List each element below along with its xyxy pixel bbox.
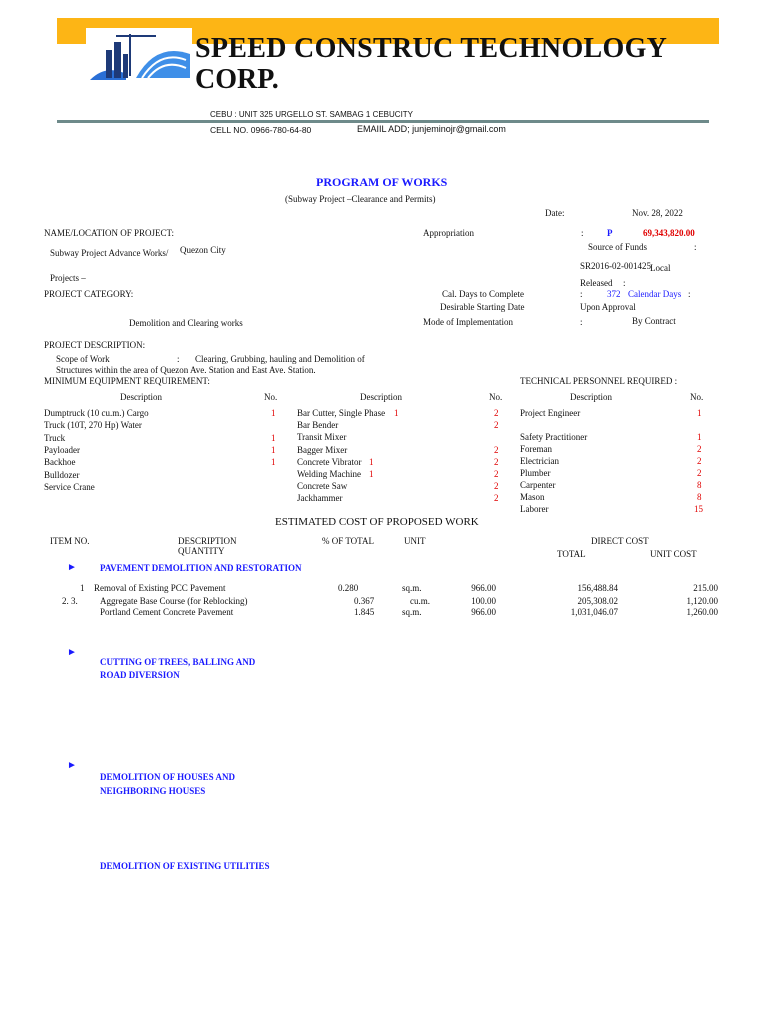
- equipment-left-desc: Backhoe: [44, 457, 76, 468]
- personnel-col-desc: Description: [570, 392, 612, 402]
- released-colon: :: [623, 278, 626, 288]
- equipment-left-desc: Payloader: [44, 444, 80, 455]
- mode-value: By Contract: [632, 316, 676, 326]
- cost-col-unit-cost: UNIT COST: [650, 549, 697, 559]
- cost-item-quantity: 966.00: [471, 583, 496, 593]
- section-cutting-trees-1: CUTTING OF TREES, BALLING AND: [100, 657, 256, 667]
- header-rule: [57, 120, 709, 123]
- personnel-desc: Laborer: [520, 504, 549, 514]
- personnel-desc: Electrician: [520, 456, 559, 466]
- equipment-col-desc-left: Description: [120, 392, 162, 402]
- equipment-right-no: 2: [494, 493, 499, 503]
- equipment-right-desc: Bar Bender: [297, 420, 339, 430]
- starting-date-value: Upon Approval: [580, 302, 636, 312]
- source-of-funds-colon: :: [694, 242, 697, 252]
- section-demolition-houses-1: DEMOLITION OF HOUSES AND: [100, 772, 235, 782]
- appropriation-colon: :: [581, 228, 584, 238]
- equipment-right-desc: Bagger Mixer: [297, 445, 348, 455]
- cost-col-total: TOTAL: [557, 549, 586, 559]
- equipment-left-no: 1: [271, 444, 276, 455]
- released-label: Released: [580, 278, 613, 288]
- personnel-no: 8: [697, 492, 702, 502]
- cal-days-unit: Calendar Days: [628, 289, 682, 299]
- company-email: EMAIIL ADD; junjeminojr@gmail.com: [357, 124, 506, 134]
- project-description-label: PROJECT DESCRIPTION:: [44, 340, 146, 350]
- personnel-no: 2: [697, 444, 702, 454]
- personnel-no: 15: [694, 504, 703, 514]
- project-category-label: PROJECT CATEGORY:: [44, 289, 134, 299]
- project-name-label: NAME/LOCATION OF PROJECT:: [44, 228, 175, 238]
- cost-item-unit-cost: 215.00: [693, 583, 718, 593]
- cost-col-direct: DIRECT COST: [591, 536, 649, 546]
- equipment-right-no: 2: [494, 420, 499, 430]
- mode-colon: :: [580, 317, 583, 327]
- cal-days-colon: :: [580, 289, 583, 299]
- personnel-no: 2: [697, 456, 702, 466]
- scope-label: Scope of Work: [56, 354, 110, 364]
- source-of-funds-label: Source of Funds: [588, 242, 647, 252]
- personnel-col-no: No.: [690, 392, 704, 402]
- cost-item-desc: Aggregate Base Course (for Reblocking): [100, 596, 248, 606]
- cost-col-quantity: QUANTITY: [178, 546, 225, 556]
- cost-item-unit-cost: 1,260.00: [686, 607, 718, 617]
- equipment-right-no: 2: [494, 469, 499, 479]
- equipment-right-desc: Bar Cutter, Single Phase: [297, 408, 386, 418]
- personnel-no: 1: [697, 432, 702, 442]
- cost-item-unit: sq.m.: [402, 607, 422, 617]
- scope-value-2: Structures within the area of Quezon Ave. Station and East Ave. Station.: [56, 365, 316, 375]
- project-category-value: Demolition and Clearing works: [129, 318, 243, 328]
- equipment-right-extra: 1: [369, 457, 374, 467]
- scope-value-1: Clearing, Grubbing, hauling and Demolition of: [195, 354, 365, 364]
- equipment-right-desc: Welding Machine: [297, 469, 362, 479]
- cost-col-item: ITEM NO.: [50, 536, 90, 546]
- personnel-desc: Foreman: [520, 444, 552, 454]
- cost-item-unit: cu.m.: [410, 596, 430, 606]
- source-of-funds-value: SR2016-02-001425: [580, 261, 652, 271]
- date-value: Nov. 28, 2022: [632, 208, 683, 218]
- cost-item-total: 156,488.84: [577, 583, 618, 593]
- section-pavement-demolition: PAVEMENT DEMOLITION AND RESTORATION: [100, 563, 302, 573]
- equipment-left-no: 1: [271, 408, 276, 418]
- personnel-desc: Plumber: [520, 468, 551, 478]
- personnel-desc: Mason: [520, 492, 545, 502]
- cost-item-total: 205,308.02: [577, 596, 618, 606]
- cost-item-quantity: 966.00: [471, 607, 496, 617]
- cost-item-no: 1: [80, 583, 85, 593]
- cal-days-label: Cal. Days to Complete: [442, 289, 524, 299]
- equipment-col-no-right: No.: [489, 392, 503, 402]
- starting-date-label: Desirable Starting Date: [440, 302, 525, 312]
- equipment-right-no: 2: [494, 445, 499, 455]
- cost-col-unit: UNIT: [404, 536, 426, 546]
- cost-heading: ESTIMATED COST OF PROPOSED WORK: [275, 516, 479, 528]
- cost-item-unit-cost: 1,120.00: [686, 596, 718, 606]
- personnel-desc: Carpenter: [520, 480, 556, 490]
- company-address: CEBU : UNIT 325 URGELLO ST. SAMBAG 1 CEBUCITY: [210, 110, 414, 119]
- equipment-col-desc-right: Description: [360, 392, 402, 402]
- section-demolition-houses-2: NEIGHBORING HOUSES: [100, 786, 206, 796]
- document-title: PROGRAM OF WORKS: [316, 175, 448, 189]
- equipment-right-extra: 1: [369, 469, 374, 479]
- projects-label: Projects –: [50, 273, 86, 283]
- equipment-right-desc: Concrete Vibrator: [297, 457, 362, 467]
- scope-colon: :: [177, 354, 180, 364]
- company-name-line2: CORP.: [195, 64, 279, 95]
- project-name-value-2: Quezon City: [180, 245, 226, 255]
- cal-days-value: 372: [607, 289, 621, 299]
- cost-item-percent: 1.845: [354, 607, 375, 617]
- cost-item-percent: 0.280: [338, 583, 359, 593]
- cost-col-percent: % OF TOTAL: [322, 536, 374, 546]
- equipment-left-no: 1: [271, 457, 276, 468]
- personnel-heading: TECHNICAL PERSONNEL REQUIRED :: [520, 376, 678, 386]
- source-of-funds-local: Local: [650, 263, 671, 273]
- section-demolition-utilities: DEMOLITION OF EXISTING UTILITIES: [100, 861, 270, 871]
- equipment-right-no: 2: [494, 408, 499, 418]
- equipment-right-desc: Jackhammer: [297, 493, 343, 503]
- cost-item-unit: sq.m.: [402, 583, 422, 593]
- cost-item-no: 2. 3.: [62, 596, 78, 606]
- equipment-right-desc: Transit Mixer: [297, 432, 347, 442]
- personnel-desc: Project Engineer: [520, 408, 581, 418]
- equipment-left-desc: Truck (10T, 270 Hp) Water: [44, 420, 142, 431]
- personnel-no: 1: [697, 408, 702, 418]
- equipment-left-desc: Dumptruck (10 cu.m.) Cargo: [44, 408, 149, 418]
- equipment-heading: MINIMUM EQUIPMENT REQUIREMENT:: [44, 376, 210, 386]
- section-arrow-3: ►: [67, 760, 77, 771]
- company-name-line1: SPEED CONSTRUC TECHNOLOGY: [195, 33, 668, 64]
- cost-col-description: DESCRIPTION: [178, 536, 237, 546]
- cost-item-desc: Portland Cement Concrete Pavement: [100, 607, 234, 617]
- appropriation-label: Appropriation: [423, 228, 474, 238]
- section-arrow-2: ►: [67, 647, 77, 658]
- cal-days-colon-2: :: [688, 289, 691, 299]
- company-cell: CELL NO. 0966-780-64-80: [210, 125, 312, 135]
- cost-item-desc: Removal of Existing PCC Pavement: [94, 583, 226, 593]
- equipment-right-no: 2: [494, 481, 499, 491]
- personnel-desc: Safety Practitioner: [520, 432, 588, 442]
- equipment-right-extra: 1: [394, 408, 399, 418]
- equipment-left-desc: Bulldozer: [44, 469, 80, 480]
- equipment-left-desc: Truck: [44, 432, 66, 443]
- appropriation-value: 69,343,820.00: [643, 228, 695, 238]
- section-cutting-trees-2: ROAD DIVERSION: [100, 670, 180, 680]
- project-name-value-1: Subway Project Advance Works/: [50, 248, 169, 258]
- equipment-left-no: 1: [271, 432, 276, 443]
- equipment-left-desc: Service Crane: [44, 481, 95, 492]
- personnel-no: 8: [697, 480, 702, 490]
- company-logo: [86, 28, 192, 84]
- equipment-col-no-left: No.: [264, 392, 278, 402]
- equipment-right-no: 2: [494, 457, 499, 467]
- section-arrow-1: ►: [67, 562, 77, 573]
- cost-item-total: 1,031,046.07: [570, 607, 618, 617]
- mode-label: Mode of Implementation: [423, 317, 513, 327]
- date-label: Date:: [545, 208, 565, 218]
- document-subtitle: (Subway Project –Clearance and Permits): [285, 194, 436, 204]
- appropriation-currency: P: [607, 228, 613, 238]
- cost-item-quantity: 100.00: [471, 596, 496, 606]
- cost-item-percent: 0.367: [354, 596, 375, 606]
- equipment-right-desc: Concrete Saw: [297, 481, 348, 491]
- personnel-no: 2: [697, 468, 702, 478]
